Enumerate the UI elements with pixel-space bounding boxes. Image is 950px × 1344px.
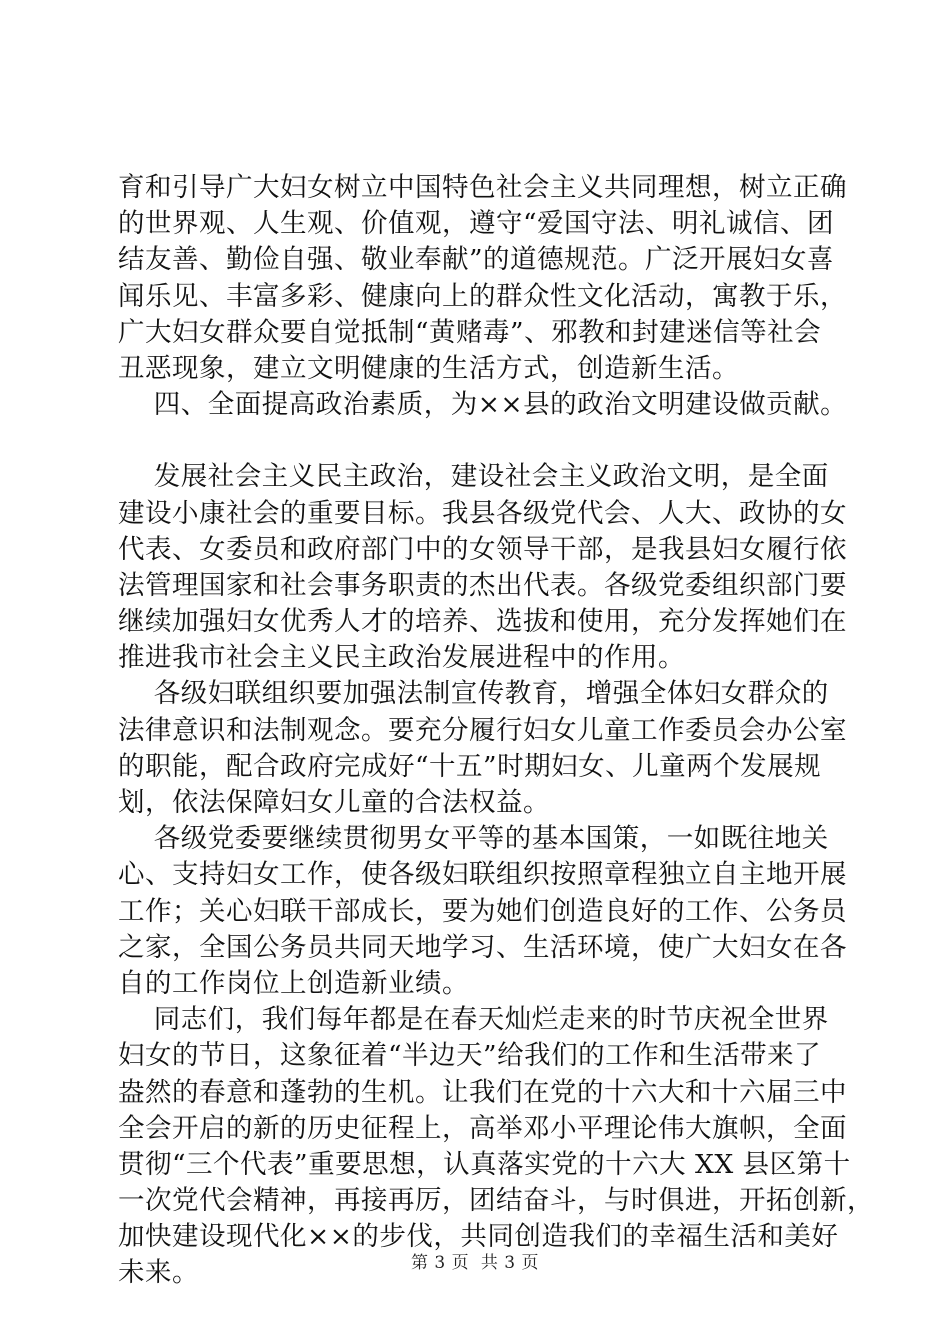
text-line: 贯彻“三个代表”重要思想，认真落实党的十六大 XX 县区第十 xyxy=(118,1148,851,1180)
text-line: 妇女的节日，这象征着“半边天”给我们的工作和生活带来了 xyxy=(118,1040,822,1072)
text-line: 法律意识和法制观念。要充分履行妇女儿童工作委员会办公室 xyxy=(118,714,847,746)
text-line: 自的工作岗位上创造新业绩。 xyxy=(118,967,469,999)
text-line: 一次党代会精神，再接再厉，团结奋斗，与时俱进，开拓创新， xyxy=(118,1185,874,1217)
text-line: 代表、女委员和政府部门中的女领导干部，是我县妇女履行依 xyxy=(118,533,847,565)
text-line: 的世界观、人生观、价值观，遵守“爱国守法、明礼诚信、团 xyxy=(118,208,835,240)
text-line: 建设小康社会的重要目标。我县各级党代会、人大、政协的女 xyxy=(118,497,847,529)
text-line: 同志们，我们每年都是在春天灿烂走来的时节庆祝全世界 xyxy=(118,1004,829,1036)
text-line: 法管理国家和社会事务职责的杰出代表。各级党委组织部门要 xyxy=(118,569,847,601)
text-line: 心、支持妇女工作，使各级妇联组织按照章程独立自主地开展 xyxy=(118,859,847,891)
text-line: 发展社会主义民主政治，建设社会主义政治文明，是全面 xyxy=(118,461,829,493)
text-line: 的职能，配合政府完成好“十五”时期妇女、儿童两个发展规 xyxy=(118,750,822,782)
text-line: 加快建设现代化××的步伐，共同创造我们的幸福生活和美好 xyxy=(118,1221,839,1253)
page-footer: 第 3 页 共 3 页 xyxy=(410,1253,540,1273)
text-line: 全会开启的新的历史征程上，高举邓小平理论伟大旗帜，全面 xyxy=(118,1112,847,1144)
text-line: 推进我市社会主义民主政治发展进程中的作用。 xyxy=(118,642,685,674)
text-line: 丑恶现象，建立文明健康的生活方式，创造新生活。 xyxy=(118,352,739,384)
text-line: 各级妇联组织要加强法制宣传教育，增强全体妇女群众的 xyxy=(118,678,829,710)
text-line: 各级党委要继续贯彻男女平等的基本国策，一如既往地关 xyxy=(118,823,829,855)
text-line: 之家，全国公务员共同天地学习、生活环境，使广大妇女在各 xyxy=(118,931,847,963)
section-heading: 四、全面提高政治素质，为××县的政治文明建设做贡献。 xyxy=(118,389,848,421)
text-line: 结友善、勤俭自强、敬业奉献”的道德规范。广泛开展妇女喜 xyxy=(118,244,835,276)
body-text xyxy=(118,170,874,1292)
text-line: 继续加强妇女优秀人才的培养、选拔和使用，充分发挥她们在 xyxy=(118,606,847,638)
text-line: 闻乐见、丰富多彩、健康向上的群众性文化活动，寓教于乐， xyxy=(118,280,847,312)
text-line: 未来。 xyxy=(118,1257,199,1289)
text-line: 育和引导广大妇女树立中国特色社会主义共同理想，树立正确 xyxy=(118,172,847,203)
paragraph-gap xyxy=(118,423,842,459)
text-line: 划，依法保障妇女儿童的合法权益。 xyxy=(118,787,550,818)
text-line: 工作；关心妇联干部成长，要为她们创造良好的工作、公务员 xyxy=(118,895,847,927)
text-line: 广大妇女群众要自觉抵制“黄赌毒”、邪教和封建迷信等社会 xyxy=(118,316,822,348)
text-line: 盎然的春意和蓬勃的生机。让我们在党的十六大和十六届三中 xyxy=(118,1076,847,1108)
